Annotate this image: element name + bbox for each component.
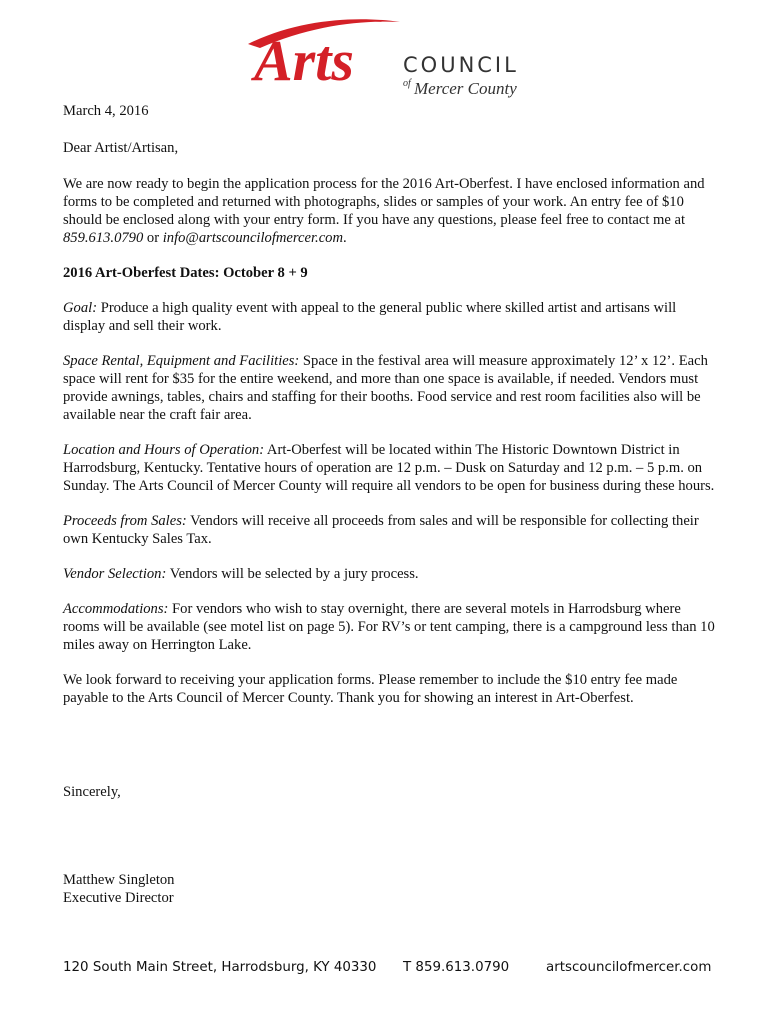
signer-title: Executive Director	[63, 890, 174, 906]
salutation: Dear Artist/Artisan,	[63, 140, 179, 156]
intro-or: or	[143, 230, 163, 246]
section-text: For vendors who wish to stay overnight, there are several motels in Harrodsburg where rooms will be available (see motel list on page 5). For RV’s or tent camping, there is a campground less than 10 miles away on Herrington Lake.	[63, 601, 715, 653]
intro-text: We are now ready to begin the application process for the 2016 Art-Oberfest. I have enclosed information and forms to be completed and returned with photographs, slides or samples of your work. An entry fee of $10 should be enclosed along with your entry form. If you have any questions, please feel free to contact me at	[63, 176, 705, 228]
arts-council-logo	[240, 14, 530, 100]
section-text: Space in the festival area will measure approximately 12’ x 12’. Each space will rent for $35 for the entire weekend, and more than one space is available, if needed. Vendors must provide awnings, tables, chairs and staffing for their booths. Food service and rest room facilities also will be available near the craft fair area.	[63, 353, 708, 423]
section-label: Location and Hours of Operation:	[63, 442, 265, 458]
letterhead-footer	[63, 960, 723, 980]
section-label: Space Rental, Equipment and Facilities:	[63, 353, 300, 369]
footer-phone: T 859.613.0790	[403, 960, 510, 975]
footer-website: artscouncilofmercer.com	[546, 960, 712, 975]
section-text: Vendors will receive all proceeds from sales and will be responsible for collecting their own Kentucky Sales Tax.	[63, 513, 699, 547]
footer-address: 120 South Main Street, Harrodsburg, KY 40330	[63, 960, 377, 975]
section-text: Art-Oberfest will be located within The Historic Downtown District in Harrodsburg, Kentucky. Tentative hours of operation are 12 p.m. – Dusk on Saturday and 12 p.m. – 5 p.m. on Sunday. The Arts Council of Mercer County will require all vendors to be open for business during these hours.	[63, 442, 715, 494]
section-proceeds	[63, 512, 718, 548]
logo-script-text: Arts	[254, 28, 354, 93]
section-label: Accommodations:	[63, 601, 169, 617]
closing-paragraph: We look forward to receiving your application forms. Please remember to include the $10 entry fee made payable to the Arts Council of Mercer County. Thank you for showing an interest in Art-Oberfest.	[63, 672, 678, 706]
section-location-hours	[63, 441, 718, 495]
dates-heading: 2016 Art-Oberfest Dates: October 8 + 9	[63, 265, 308, 281]
section-label: Goal:	[63, 300, 98, 316]
closing: Sincerely,	[63, 784, 121, 800]
intro-paragraph	[63, 175, 718, 247]
logo-graphic	[240, 14, 530, 100]
letter-date: March 4, 2016	[63, 103, 149, 119]
section-space-rental	[63, 352, 718, 424]
section-label: Proceeds from Sales:	[63, 513, 187, 529]
section-accommodations	[63, 600, 718, 654]
logo-county-text: Mercer County	[414, 79, 517, 98]
signer-name: Matthew Singleton	[63, 872, 175, 888]
intro-end: .	[343, 230, 347, 246]
section-text: Vendors will be selected by a jury process.	[166, 566, 419, 582]
logo-of-text: of	[403, 78, 411, 89]
logo-council-text: COUNCIL	[403, 53, 519, 77]
contact-email: info@artscouncilofmercer.com	[162, 230, 344, 246]
section-label: Vendor Selection:	[63, 566, 167, 582]
section-goal	[63, 299, 718, 335]
section-text: Produce a high quality event with appeal to the general public where skilled artist and artisans will display and sell their work.	[63, 300, 677, 334]
contact-phone: 859.613.0790	[63, 230, 144, 246]
section-vendor-selection	[63, 565, 718, 583]
letter-body	[63, 102, 718, 724]
